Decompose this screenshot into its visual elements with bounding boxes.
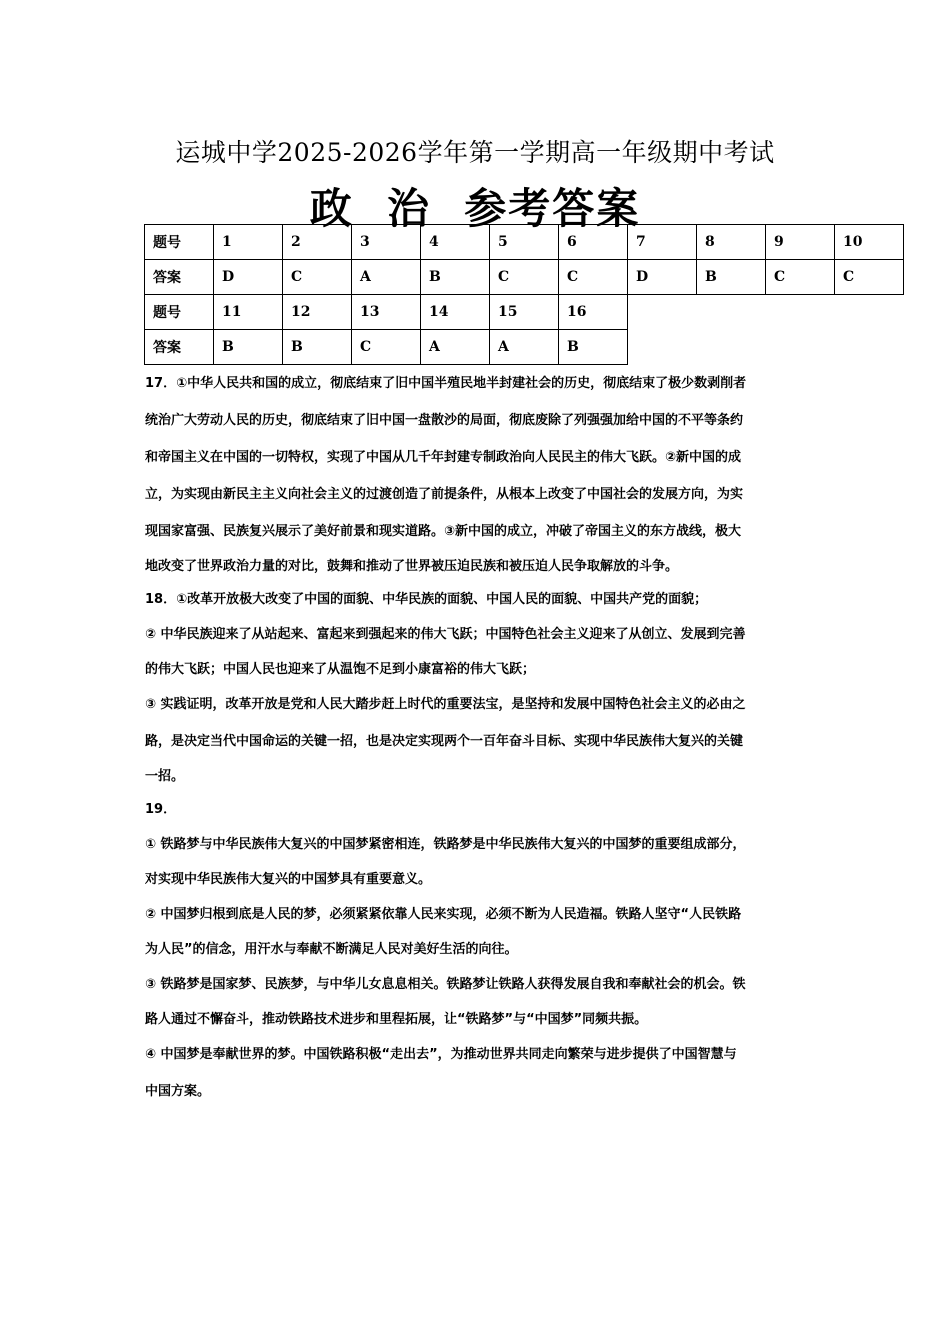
- text-line: 17．①中华人民共和国的成立，彻底结束了旧中国半殖民地半封建社会的历史，彻底结束了极少数剥削者: [145, 376, 747, 391]
- table-cell-empty: [697, 330, 766, 365]
- table-cell: 8: [697, 225, 766, 260]
- text-line: 一招。: [145, 769, 185, 784]
- text-line: 中国方案。: [145, 1084, 211, 1099]
- text-line: 和帝国主义在中国的一切特权，实现了中国从几千年封建专制政治向人民民主的伟大飞跃。②新中国的成: [145, 450, 742, 465]
- table-cell-empty: [766, 295, 835, 330]
- text-line: 现国家富强、民族复兴展示了美好前景和现实道路。③新中国的成立，冲破了帝国主义的东方战线，极大: [145, 524, 742, 539]
- table-cell: 16: [559, 295, 628, 330]
- table-cell: B: [214, 330, 283, 365]
- question-17-answer: [145, 365, 807, 583]
- table-cell: 3: [352, 225, 421, 260]
- table-cell-empty: [835, 295, 904, 330]
- table-cell: A: [352, 260, 421, 295]
- table-cell: 13: [352, 295, 421, 330]
- table-cell: A: [421, 330, 490, 365]
- question-19-answer: [145, 793, 807, 1110]
- table-cell: 4: [421, 225, 490, 260]
- text-line: 的伟大飞跃；中国人民也迎来了从温饱不足到小康富裕的伟大飞跃；: [145, 662, 536, 677]
- table-cell: B: [697, 260, 766, 295]
- table-cell-empty: [835, 330, 904, 365]
- table-cell: C: [352, 330, 421, 365]
- table-cell: D: [214, 260, 283, 295]
- text-line: ② 中华民族迎来了从站起来、富起来到强起来的伟大飞跃；中国特色社会主义迎来了从创立、发展到完善: [145, 627, 746, 642]
- table-cell: 答案: [145, 330, 214, 365]
- text-line: 对实现中华民族伟大复兴的中国梦具有重要意义。: [145, 872, 432, 887]
- text-line: 地改变了世界政治力量的对比，鼓舞和推动了世界被压迫民族和被压迫人民争取解放的斗争。: [145, 559, 679, 574]
- table-cell: 题号: [145, 225, 214, 260]
- table-cell: 10: [835, 225, 904, 260]
- text-line: 18．①改革开放极大改变了中国的面貌、中华民族的面貌、中国人民的面貌、中国共产党的面貌；: [145, 592, 708, 607]
- table-row: [145, 330, 904, 365]
- table-cell: D: [628, 260, 697, 295]
- table-cell: 题号: [145, 295, 214, 330]
- exam-title: 运城中学2025-2026学年第一学期高一年级期中考试: [175, 138, 775, 167]
- answer-table: [144, 224, 904, 365]
- table-cell: 5: [490, 225, 559, 260]
- table-cell: C: [835, 260, 904, 295]
- table-cell: 11: [214, 295, 283, 330]
- text-line: 路，是决定当代中国命运的关键一招，也是决定实现两个一百年奋斗目标、实现中华民族伟大复兴的关键: [145, 734, 744, 749]
- text-line: 立，为实现由新民主主义向社会主义的过渡创造了前提条件，从根本上改变了中国社会的发展方向，为实: [145, 487, 744, 502]
- text-line: ① 铁路梦与中华民族伟大复兴的中国梦紧密相连，铁路梦是中华民族伟大复兴的中国梦的重要组成部分，: [145, 837, 746, 852]
- text-line: 统治广大劳动人民的历史，彻底结束了旧中国一盘散沙的局面，彻底废除了列强强加给中国的不平等条约: [145, 413, 744, 428]
- table-cell: 14: [421, 295, 490, 330]
- table-cell-empty: [628, 295, 697, 330]
- table-cell: B: [559, 330, 628, 365]
- table-cell: 1: [214, 225, 283, 260]
- text-line: ③ 铁路梦是国家梦、民族梦，与中华儿女息息相关。铁路梦让铁路人获得发展自我和奉献社会的机会。铁: [145, 977, 746, 992]
- table-cell: 15: [490, 295, 559, 330]
- table-cell-empty: [766, 330, 835, 365]
- answer-body: [145, 365, 807, 1110]
- table-row: [145, 260, 904, 295]
- table-cell: 6: [559, 225, 628, 260]
- text-line: ③ 实践证明，改革开放是党和人民大踏步赶上时代的重要法宝，是坚持和发展中国特色社会主义的必由之: [145, 697, 746, 712]
- table-cell: 答案: [145, 260, 214, 295]
- question-18-answer: [145, 583, 807, 793]
- table-cell-empty: [628, 330, 697, 365]
- table-cell-empty: [697, 295, 766, 330]
- table-cell: 2: [283, 225, 352, 260]
- table-cell: C: [283, 260, 352, 295]
- text-line: 为人民”的信念，用汗水与奉献不断满足人民对美好生活的向往。: [145, 942, 518, 957]
- table-cell: A: [490, 330, 559, 365]
- table-cell: B: [421, 260, 490, 295]
- table-cell: C: [490, 260, 559, 295]
- table-row: [145, 225, 904, 260]
- text-line: 19．: [145, 802, 177, 817]
- table-cell: 9: [766, 225, 835, 260]
- answer-key-subtitle: 政 治 参考答案: [309, 184, 641, 233]
- table-cell: C: [766, 260, 835, 295]
- table-cell: 12: [283, 295, 352, 330]
- text-line: ④ 中国梦是奉献世界的梦。中国铁路积极“走出去”，为推动世界共同走向繁荣与进步提供了中国智慧与: [145, 1047, 737, 1062]
- table-cell: 7: [628, 225, 697, 260]
- text-line: 路人通过不懈奋斗，推动铁路技术进步和里程拓展，让“铁路梦”与“中国梦”同频共振。: [145, 1012, 648, 1027]
- table-cell: B: [283, 330, 352, 365]
- table-row: [145, 295, 904, 330]
- table-cell: C: [559, 260, 628, 295]
- text-line: ② 中国梦归根到底是人民的梦，必须紧紧依靠人民来实现，必须不断为人民造福。铁路人坚守“人民铁路: [145, 907, 742, 922]
